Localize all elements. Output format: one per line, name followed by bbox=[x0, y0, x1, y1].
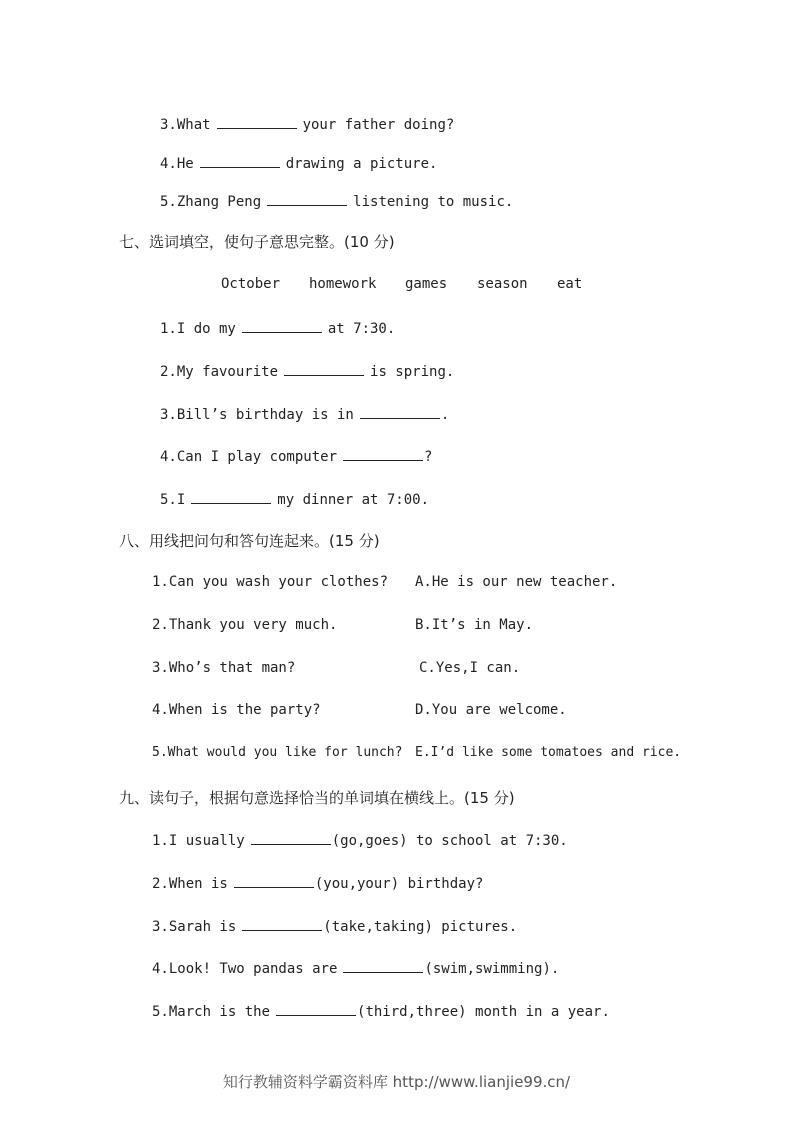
item-prefix: 4.He bbox=[160, 156, 194, 172]
word-bank-word: October bbox=[221, 276, 281, 292]
footer-watermark: 知行教辅资料学霸资料库 http://www.lianjie99.cn/ bbox=[222, 1073, 571, 1091]
item-suffix: (third,three) month in a year. bbox=[357, 1004, 610, 1020]
item-prefix: 4.Look! Two pandas are bbox=[152, 961, 338, 977]
fill-item-2 bbox=[160, 361, 454, 380]
word-bank-word: eat bbox=[557, 276, 583, 292]
fill-item-3 bbox=[160, 404, 449, 423]
item-prefix: 5.Zhang Peng bbox=[160, 194, 262, 210]
item-prefix: 5.March is the bbox=[152, 1004, 271, 1020]
answer-blank[interactable] bbox=[343, 446, 423, 461]
item-suffix: (swim,swimming). bbox=[424, 961, 560, 977]
fill-item-4 bbox=[160, 446, 432, 465]
item-suffix: listening to music. bbox=[353, 194, 514, 210]
answer-blank[interactable] bbox=[191, 489, 271, 504]
fill-item-5 bbox=[152, 1001, 610, 1020]
item-prefix: 1.I usually bbox=[152, 833, 245, 849]
answer-blank[interactable] bbox=[251, 830, 331, 845]
match-question[interactable]: 5.What would you like for lunch? bbox=[152, 745, 403, 760]
answer-blank[interactable] bbox=[234, 873, 314, 888]
match-answer[interactable]: C.Yes,I can. bbox=[419, 660, 521, 676]
fill-item-4 bbox=[152, 958, 559, 977]
answer-blank[interactable] bbox=[343, 958, 423, 973]
answer-blank[interactable] bbox=[242, 916, 322, 931]
fill-item-1 bbox=[160, 318, 395, 337]
item-prefix: 2.When is bbox=[152, 876, 228, 892]
item-suffix: ? bbox=[424, 449, 433, 465]
answer-blank[interactable] bbox=[276, 1001, 356, 1016]
match-answer[interactable]: E.I’d like some tomatoes and rice. bbox=[415, 745, 682, 760]
match-answer[interactable]: D.You are welcome. bbox=[415, 702, 567, 718]
answer-blank[interactable] bbox=[242, 318, 322, 333]
answer-blank[interactable] bbox=[284, 361, 364, 376]
fill-item-3 bbox=[152, 916, 517, 935]
item-suffix: . bbox=[440, 407, 450, 423]
item-suffix: my dinner at 7:00. bbox=[277, 492, 430, 508]
fill-item-3 bbox=[160, 114, 454, 133]
answer-blank[interactable] bbox=[360, 404, 440, 419]
item-suffix: your father doing? bbox=[302, 117, 455, 133]
match-answer[interactable]: A.He is our new teacher. bbox=[415, 574, 618, 590]
item-prefix: 5.I bbox=[160, 492, 186, 508]
answer-blank[interactable] bbox=[200, 153, 280, 168]
match-question[interactable]: 4.When is the party? bbox=[152, 702, 321, 718]
section-7-heading: 七、选词填空，使句子意思完整。(10 分) bbox=[119, 233, 395, 251]
word-bank-word: homework bbox=[309, 276, 377, 292]
fill-item-5 bbox=[160, 191, 513, 210]
match-question[interactable]: 3.Who’s that man? bbox=[152, 660, 296, 676]
item-suffix: (go,goes) to school at 7:30. bbox=[331, 833, 568, 849]
item-prefix: 1.I do my bbox=[160, 321, 236, 337]
match-answer[interactable]: B.It’s in May. bbox=[415, 617, 534, 633]
fill-item-5 bbox=[160, 489, 429, 508]
answer-blank[interactable] bbox=[267, 191, 347, 206]
item-suffix: (take,taking) pictures. bbox=[323, 919, 518, 935]
item-prefix: 3.Bill’s birthday is in bbox=[160, 407, 354, 423]
word-bank-word: season bbox=[477, 276, 528, 292]
section-9-heading: 九、读句子，根据句意选择恰当的单词填在横线上。(15 分) bbox=[119, 789, 515, 807]
answer-blank[interactable] bbox=[217, 114, 297, 129]
item-prefix: 3.Sarah is bbox=[152, 919, 237, 935]
item-prefix: 2.My favourite bbox=[160, 364, 279, 380]
fill-item-2 bbox=[152, 873, 483, 892]
item-suffix: drawing a picture. bbox=[285, 156, 438, 172]
item-suffix: (you,your) birthday? bbox=[314, 876, 484, 892]
item-prefix: 4.Can I play computer bbox=[160, 449, 338, 465]
section-8-heading: 八、用线把问句和答句连起来。(15 分) bbox=[119, 532, 380, 550]
word-bank-word: games bbox=[405, 276, 448, 292]
item-suffix: is spring. bbox=[370, 364, 455, 380]
fill-item-4 bbox=[160, 153, 437, 172]
item-prefix: 3.What bbox=[160, 117, 211, 133]
fill-item-1 bbox=[152, 830, 568, 849]
match-question[interactable]: 1.Can you wash your clothes? bbox=[152, 574, 389, 590]
item-suffix: at 7:30. bbox=[327, 321, 396, 337]
match-question[interactable]: 2.Thank you very much. bbox=[152, 617, 338, 633]
